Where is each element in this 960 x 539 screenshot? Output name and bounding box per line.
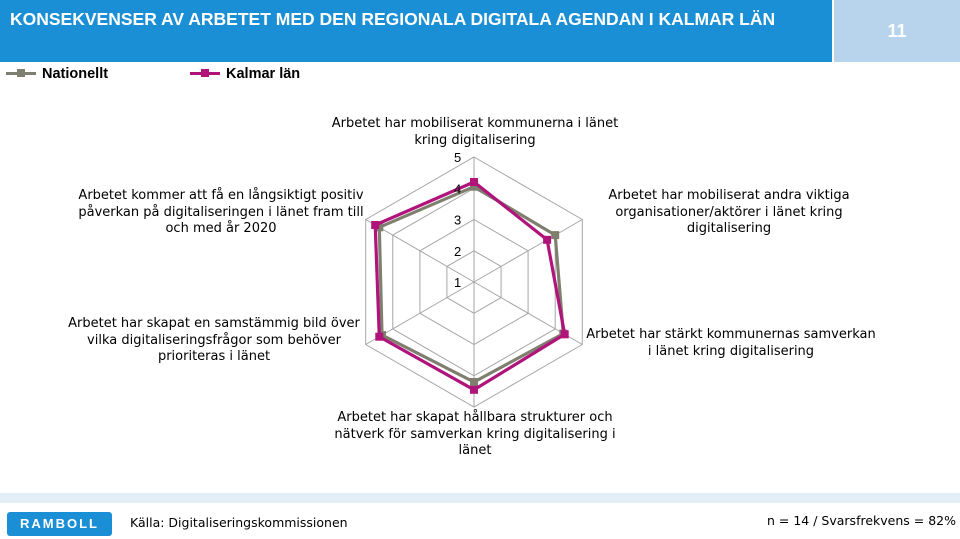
radar-point-s1-a1	[543, 236, 551, 244]
radar-series-line-1	[375, 182, 565, 390]
page-title: KONSEKVENSER AV ARBETET MED DEN REGIONALA DIGITALA AGENDAN I KALMAR LÄN	[10, 9, 776, 29]
radar-point-s1-a0	[470, 178, 478, 186]
axis-label-langsiktig-paverkan: Arbetet kommer att få en långsiktigt positiv påverkan på digitaliseringen i länet fram till och med år 2020	[78, 188, 364, 236]
radar-point-s1-a5	[371, 221, 379, 229]
radar-point-s0-a1	[551, 231, 559, 239]
axis-label-samstammig-bild: Arbetet har skapat en samstämmig bild över vilka digitaliseringsfrågor som behöver prioriteras i länet	[68, 316, 360, 364]
radar-point-s1-a4	[375, 333, 383, 341]
radar-grid	[366, 157, 583, 407]
radar-series	[371, 178, 569, 394]
legend-label-nationellt: Nationellt	[42, 66, 109, 82]
legend-label-kalmar: Kalmar län	[226, 66, 301, 82]
radar-tick-label-5: 5	[454, 150, 462, 165]
page-number: 11	[887, 21, 907, 41]
radar-point-s1-a3	[470, 386, 478, 394]
axis-label-mobiliserat-kommunerna: Arbetet har mobiliserat kommunerna i länet kring digitalisering	[331, 116, 619, 148]
radar-tick-label-1: 1	[454, 275, 462, 290]
radar-tick-label-2: 2	[454, 243, 462, 259]
ramboll-logo	[7, 512, 112, 536]
logo-text: RAMBOLL	[20, 516, 99, 531]
radar-tick-label-3: 3	[454, 212, 462, 228]
source-text: Källa: Digitaliseringskommissionen	[130, 515, 348, 530]
axis-label-starkt-samverkan: Arbetet har stärkt kommunernas samverkan i länet kring digitalisering	[586, 327, 876, 359]
axis-label-hallbara-strukturer: Arbetet har skapat hållbara strukturer och nätverk för samverkan kring digitalisering i länet	[334, 410, 616, 458]
radar-tick-label-4: 4	[454, 181, 462, 197]
radar-point-s0-a3	[470, 378, 478, 386]
radar-point-s1-a2	[561, 330, 569, 338]
sample-text: n = 14 / Svarsfrekvens = 82%	[767, 513, 956, 528]
axis-label-mobiliserat-organisationer: Arbetet har mobiliserat andra viktiga organisationer/aktörer i länet kring digitalisering	[608, 188, 850, 236]
radar-ticks	[454, 150, 461, 290]
footer-strip	[0, 493, 960, 503]
